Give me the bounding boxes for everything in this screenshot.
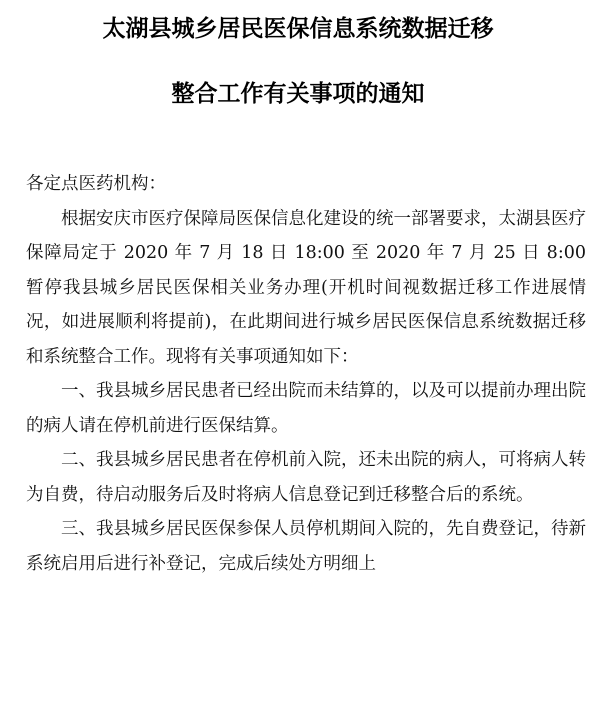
- paragraph-intro: 根据安庆市医疗保障局医保信息化建设的统一部署要求，太湖县医疗保障局定于 2020 年 7 月 18 日 18:00 至 2020 年 7 月 25 日 8:00 暂停我县城乡居民医保相关业务办理(开机时间视数据迁移工作进展情况，如进展顺利将提前)，在此期间进行城乡居民医保信息系统数据迁移和系统整合工作。现将有关事项通知如下：: [26, 208, 586, 367]
- document-title-line-1: 太湖县城乡居民医保信息系统数据迁移: [102, 16, 494, 42]
- document-title-line-2: 整合工作有关事项的通知: [171, 81, 425, 107]
- paragraph-item-2: 二、我县城乡居民患者在停机前入院，还未出院的病人，可将病人转为自费，待启动服务后及时将病人信息登记到迁移整合后的系统。: [26, 450, 586, 505]
- paragraph-item-3: 三、我县城乡居民医保参保人员停机期间入院的，先自费登记，待新系统启用后进行补登记，完成后续处方明细上: [26, 519, 586, 574]
- paragraph-item-1: 一、我县城乡居民患者已经出院而未结算的，以及可以提前办理出院的病人请在停机前进行医保结算。: [26, 381, 586, 436]
- salutation: 各定点医药机构：: [26, 174, 166, 194]
- document-body: [26, 167, 586, 581]
